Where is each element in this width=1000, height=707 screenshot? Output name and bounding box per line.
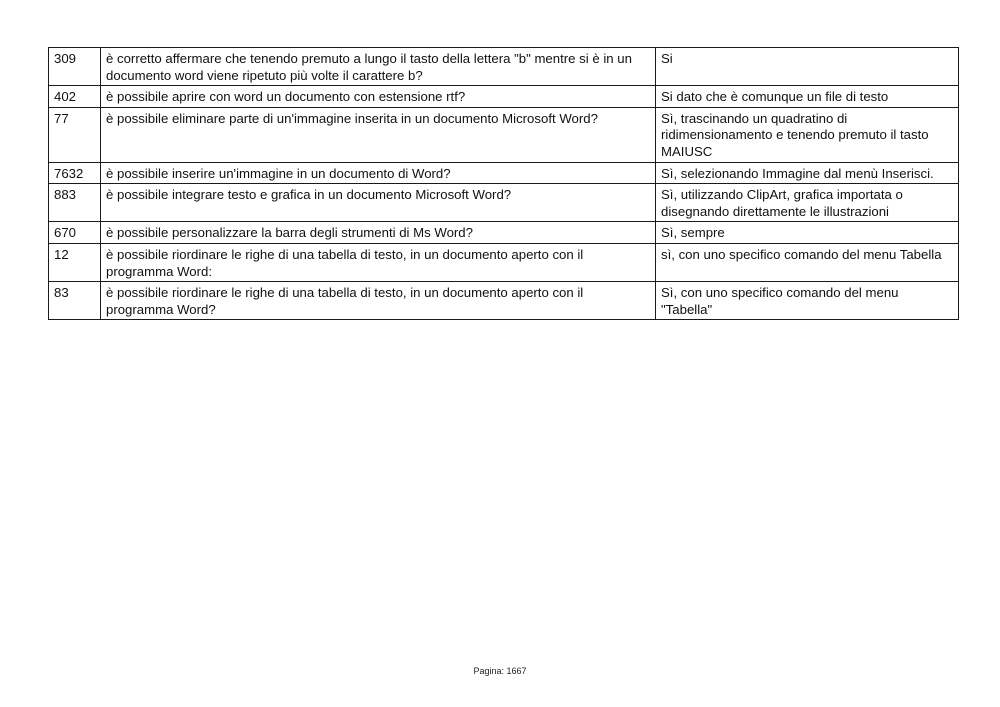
answer-cell: Sì, con uno specifico comando del menu "Tabella" [656,282,959,320]
answer-cell: Si [656,48,959,86]
row-id-cell: 12 [49,243,101,281]
row-id-cell: 670 [49,222,101,244]
question-cell: è corretto affermare che tenendo premuto a lungo il tasto della lettera "b" mentre si è in un documento word viene ripetuto più volte il carattere b? [101,48,656,86]
question-cell: è possibile integrare testo e grafica in un documento Microsoft Word? [101,184,656,222]
question-cell: è possibile eliminare parte di un'immagine inserita in un documento Microsoft Word? [101,107,656,162]
table-row [49,107,959,162]
row-id-cell: 883 [49,184,101,222]
row-id-cell: 7632 [49,162,101,184]
table-row [49,48,959,86]
answer-cell: Sì, selezionando Immagine dal menù Inserisci. [656,162,959,184]
table-row [49,282,959,320]
row-id-cell: 77 [49,107,101,162]
page-number: Pagina: 1667 [473,666,527,676]
question-cell: è possibile riordinare le righe di una tabella di testo, in un documento aperto con il programma Word? [101,282,656,320]
row-id-cell: 402 [49,86,101,108]
question-cell: è possibile inserire un'immagine in un documento di Word? [101,162,656,184]
question-cell: è possibile riordinare le righe di una tabella di testo, in un documento aperto con il programma Word: [101,243,656,281]
row-id-cell: 83 [49,282,101,320]
table-row [49,162,959,184]
answer-cell: sì, con uno specifico comando del menu Tabella [656,243,959,281]
question-cell: è possibile aprire con word un documento con estensione rtf? [101,86,656,108]
question-cell: è possibile personalizzare la barra degli strumenti di Ms Word? [101,222,656,244]
answer-cell: Sì, sempre [656,222,959,244]
table-row [49,86,959,108]
qa-table [48,47,959,320]
answer-cell: Sì, trascinando un quadratino di ridimensionamento e tenendo premuto il tasto MAIUSC [656,107,959,162]
table-row [49,184,959,222]
row-id-cell: 309 [49,48,101,86]
table-row [49,243,959,281]
answer-cell: Sì, utilizzando ClipArt, grafica importata o disegnando direttamente le illustrazioni [656,184,959,222]
table-row [49,222,959,244]
answer-cell: Si dato che è comunque un file di testo [656,86,959,108]
